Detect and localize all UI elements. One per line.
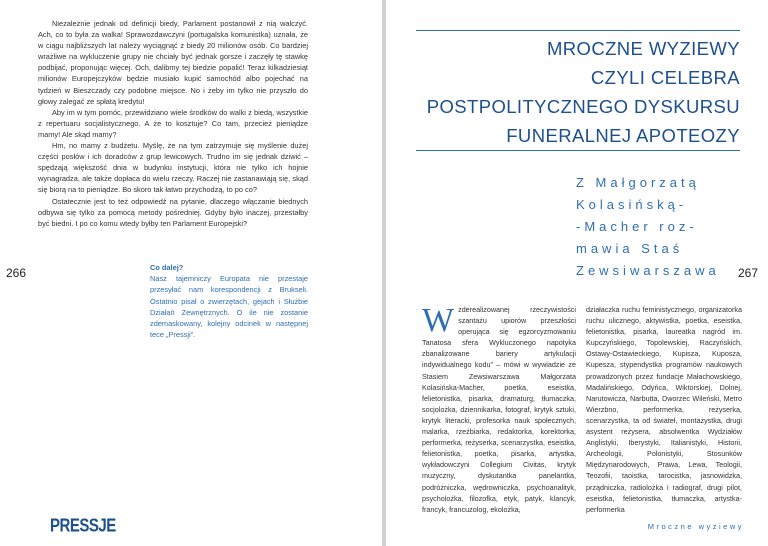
title-line: FUNERALNEJ APOTEOZY [506,125,740,146]
running-footer: Mroczne wyziewy [647,522,744,531]
drop-cap: W [422,302,455,339]
left-page [0,0,382,546]
article-title [416,34,740,150]
paragraph: Niezależnie jednak od definicji biedy, Parlament postanowił z nią walczyć. Ach, co to była za walka! Sprawozdawczyni (portugalska komunistka) uznała, że w ciągu najbliższych lat należy wyciągnąć z biedy 20 milionów osób. Co bardziej wrażliwe na wykluczenie grupy nie chciały być jednak gorsze i zaczęły tę stawkę podbijać, proponując więcej. Och, dalibmy tej biedzie popalić! Teraz kilkadziesiąt milionów Europejczyków będzie musiało kupić samochód albo pojechać na tydzień w Bieszczady czy podobne miejsce. No i żeby im tylko nie przyszło do głowy zalegać ze spłatą kredytu! [38,19,308,106]
byline-line: -Macher roz- [576,219,698,234]
sidebar-heading: Co dalej? [150,263,184,272]
author-byline [576,172,736,282]
right-page [386,0,768,546]
byline-line: Kolasińską- [576,197,688,212]
left-body-text [38,18,308,229]
article-column-1 [422,304,576,515]
byline-line: Z Małgorzatą [576,175,700,190]
title-line: CZYLI CELEBRA [590,67,740,88]
title-line: POSTPOLITYCZNEGO DYSKURSU [426,96,740,117]
paragraph: Aby im w tym pomóc, przewidziano wiele środków do walki z biedą, wszystkie z repertuaru socjalistycznego. A że to kosztuje? Co tam, przecież pieniądze mamy! Ale skąd mamy? [38,107,308,139]
title-rule-bottom [416,150,740,151]
byline-line: mawia Staś [576,241,684,256]
sidebar-text: Nasz tajemniczy Europata nie przestaje przesyłać nam korespondencji z Brukseli. Ostatnio pisał o zwierzętach, gejach i Służbie Działań Zewnętrznych. O ile nie zostanie zdemaskowany, kolejny odcinek w następnej tece „Pressji”. [150,274,308,340]
sidebar-box [150,262,308,340]
paragraph: Ostatecznie jest to też odpowiedź na pytanie, dlaczego włączanie biednych odbywa się tylko za pomocą metody pośredniej. Gdyby było inaczej, przestałby być biedni. I po co komu wtedy byłby ten Parlament Europejski? [38,196,308,228]
page-number-left: 266 [6,266,27,280]
column-text: zderealizowanej rzeczywistości szantażu upiorów przeszłości operująca się egzorcyzmowaniu Tanatosa sfera Wykluczonego napotyka zbanalizowane bariery artykulacji indywidualnego kodu” – mówi w wywiadzie ze Stasiem Zewsiwarszawa Małgorzata Kolasińska-Macher, poetka, eseistka, felietonistka, pisarka, dramaturg, tłumaczka, socjolożka, dziennikarka, fotograf, krytyk sztuki, krytyk literacki, profesorka nauk społecznych, malarka, rzeźbiarka, redaktorka, korektorka, performerka, reżyserka, scenarzystka, eseistka, felietonistka, poetka, pisarka, artystka, wykładowczyni Collegium Civitas, krytyk muzyczny, dyskutantka panelantka, podróżniczka, wędrowniczka, psychoanalityk, psycholożka, filozofka, etyk, patyk, klancyk, francyk, francuzolog, ekolożka, [422,305,576,514]
column-text: działaczka ruchu feministycznego, organizatorka ruchu ulicznego, aktywistka, poetka, eseistka, felietonistka, pisarka, laureatka nagród im. Kupczyńskiego, Topolewskiej, Raczyńskich, Ostawy-Ostawieckiego, Kupisza, Kuposza, Kupesza, stypendystka programów naukowych prowadzonych przez fundacje Małachowskiego, Madalińskiego, Odyńca, Wiktorskiej, Dolnej, Narutowicza, Narbutta, Dworzec Wileński, Metro Wierzbno, performerka, reżyserka, scenarzystka, ta od świateł, montażystka, drugi asystent reżysera, absolwentka Wydziałów Anglistyki, Iberystyki, Italianistyki, Historii, Archeologii, Polonistyki, Stosunków Międzynarodowych, Prawa, Lewa, Teologii, Teozofii, taoistka, tarocistka, jasnowidzka, prządniczka, radiolożka i radiograf, drugi pilot, eseistka, felietonistka, tłumaczka, artystka-performerka [586,305,742,514]
title-line: MROCZNE WYZIEWY [546,38,740,59]
article-column-2 [586,304,742,515]
page-number-right: 267 [737,266,758,280]
paragraph: Hm, no mamy z budżetu. Myślę, że na tym zatrzymuje się myślenie dużej części posłów i ich doradców z grup lewicowych. Trudno im się jednak dziwić – spędzają większość dnia w budynku instytucji, która nie tylko ich hojnie wynagradza, ale także dopłaca do wielu rzeczy. Raczej nie zastanawiają się, skąd się biorą na to pieniądze. Bo skoro tak łatwo przychodzą, to po co? [38,141,308,195]
title-rule-top [416,30,740,31]
byline-line: Zewsiwarszawa [576,263,720,278]
pressje-logo: PRESSJE [50,515,116,537]
